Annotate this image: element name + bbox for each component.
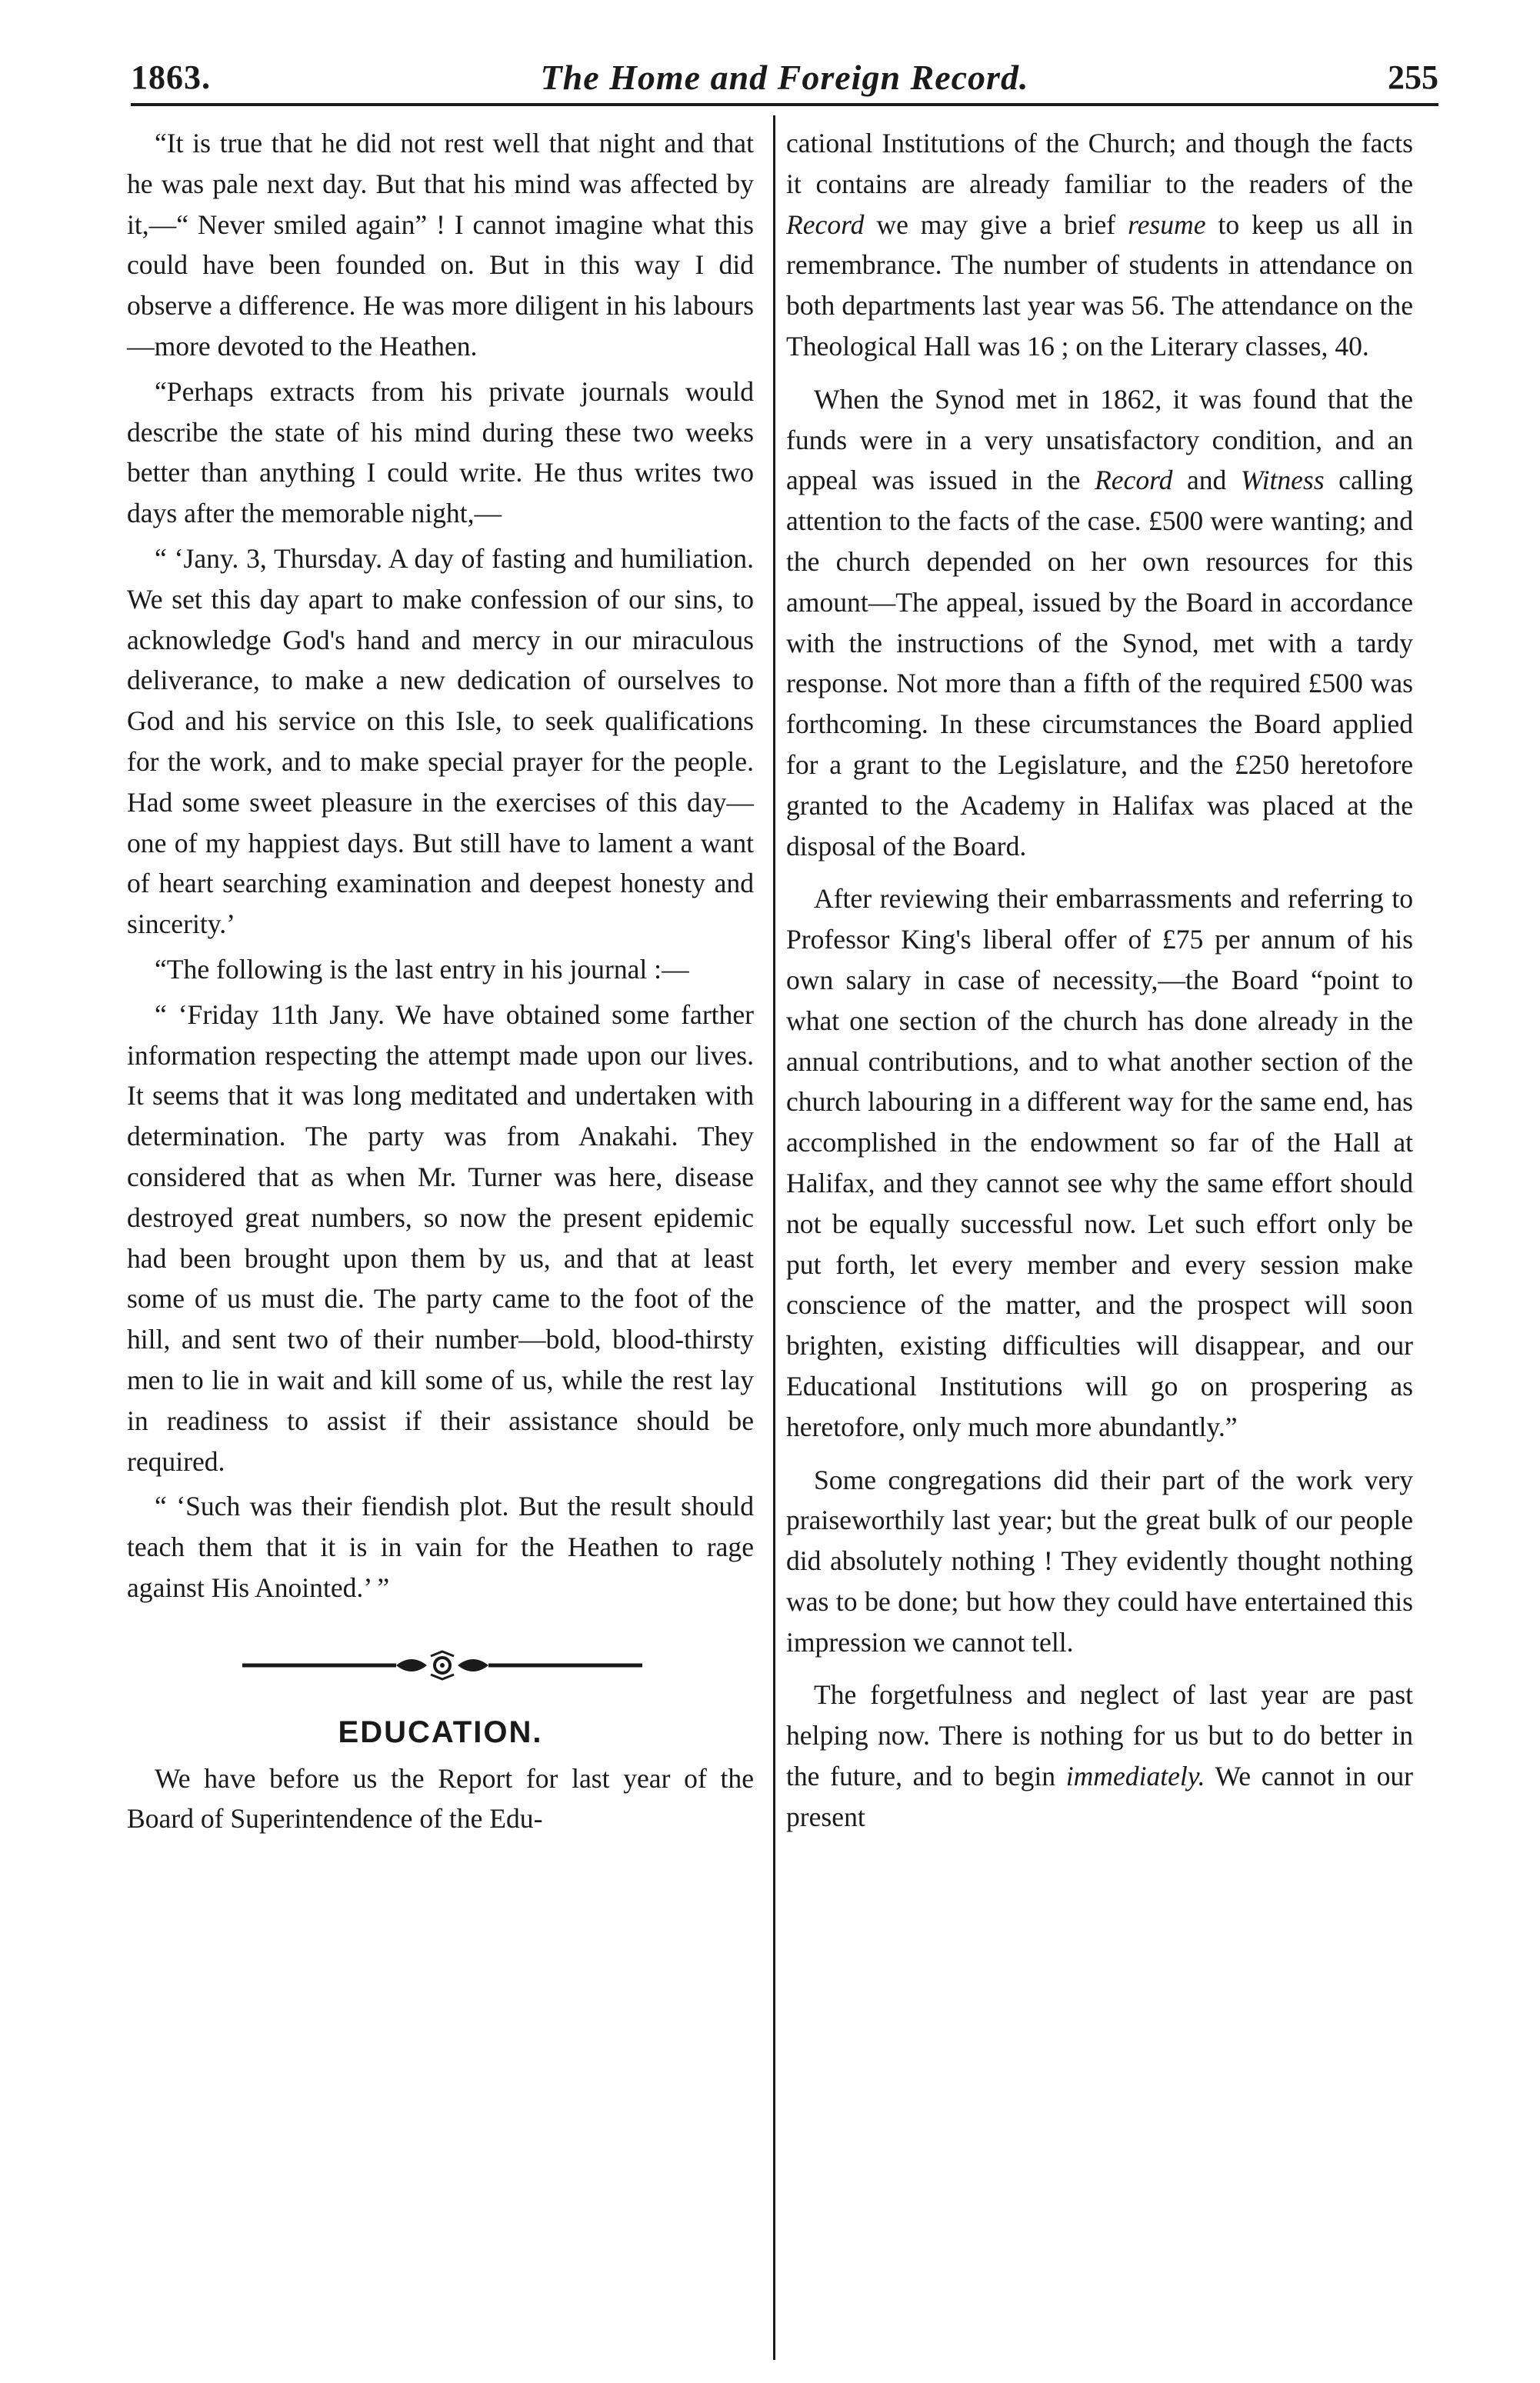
paragraph: “The following is the last entry in his journal :— xyxy=(155,953,689,985)
paragraph: After reviewing their embarrassments and referring to Professor King's liberal offer of £75 per annum of his own salary in case of necessity,—the Board “point to what one section of the church has done already in the annual contributions, and to what another section of the church labouring in a different way for the same end, has accomplished in the endowment so far of the Hall at Halifax, and they cannot see why the same effort should not be equally successful now. Let such effort only be put forth, let every member and every session make conscience of the matter, and the prospect will soon brighten, existing difficulties will disappear, and our Educational Institutions will go on prospering as heretofore, only much more abundantly.” xyxy=(786,883,1413,1442)
decorative-rule-ornament-icon xyxy=(242,1650,642,1681)
emphasis-word: immediately. xyxy=(1065,1761,1205,1792)
paragraph: “It is true that he did not rest well that night and that he was pale next day. But that his mind was affected by it,—“ Never smiled again” ! I cannot imagine what this could have been founded on. But in this way I did observe a difference. He was more diligent in his labours—more devoted to the Heathen. xyxy=(127,128,754,362)
paragraph: “Perhaps extracts from his private journals would describe the state of his mind during these two weeks better than anything I could write. He thus writes two days after the memorable night,— xyxy=(127,375,754,529)
header-rule xyxy=(131,103,1438,106)
publication-title: Witness xyxy=(1240,465,1325,496)
paragraph xyxy=(786,123,1413,367)
section-heading: EDUCATION. xyxy=(338,1715,543,1749)
header-title: The Home and Foreign Record. xyxy=(540,58,1029,97)
text-run: we may give a brief xyxy=(864,208,1128,240)
text-run: The forgetfulness and neglect of last year are past helping now. There is nothing for us but to do better in the future, and to begin xyxy=(786,1679,1413,1792)
text-run: and xyxy=(1172,465,1241,496)
paragraph xyxy=(786,379,1413,867)
paragraph: We have before us the Report for last year of the Board of Superintendence of the Edu- xyxy=(127,1762,754,1835)
right-column xyxy=(786,123,1413,1838)
left-column xyxy=(127,123,754,1839)
section-ornament xyxy=(127,1636,754,1709)
running-header xyxy=(131,51,1438,105)
paragraph: Some congregations did their part of the work very praiseworthily last year; but the great bulk of our people did absolutely nothing ! They evidently thought nothing was to be done; but how they could have entertained this impression we cannot tell. xyxy=(786,1464,1413,1658)
paragraph xyxy=(786,1675,1413,1837)
header-year: 1863. xyxy=(131,58,211,96)
emphasis-word: resume xyxy=(1128,208,1206,240)
publication-title: Record xyxy=(1095,465,1173,496)
text-run: calling attention to the facts of the case. £500 were wanting; and the church depended on her own resources for this amount—The appeal, issued by the Board in accordance with the instructions of the Synod, met with a tardy response. Not more than a fifth of the required £500 was forthcoming. In these circumstances the Board applied for a grant to the Legislature, and the £250 heretofore granted to the Academy in Halifax was placed at the disposal of the Board. xyxy=(786,465,1413,862)
column-divider xyxy=(773,115,775,2360)
paragraph: “ ‘Friday 11th Jany. We have obtained some farther information respecting the attempt made upon our lives. It seems that it was long meditated and undertaken with determination. The party was from Anakahi. They considered that as when Mr. Turner was here, disease destroyed great numbers, so now the present epidemic had been brought upon them by us, and that at least some of us must die. The party came to the foot of the hill, and sent two of their number—bold, blood-thirsty men to lie in wait and kill some of us, while the rest lay in readiness to assist if their assistance should be required. xyxy=(127,998,754,1477)
text-run: cational Institutions of the Church; and though the facts it contains are already familiar to the readers of the xyxy=(786,128,1413,199)
paragraph: “ ‘Jany. 3, Thursday. A day of fasting and humiliation. We set this day apart to make confession of our sins, to acknowledge God's hand and mercy in our miraculous deliverance, to make a new dedication of ourselves to God and his service on this Isle, to seek qualifications for the work, and to make special prayer for the people. Had some sweet pleasure in the exercises of this day—one of my happiest days. But still have to lament a want of heart searching examination and deepest honesty and sincerity.’ xyxy=(127,542,754,940)
text-run: When the Synod met in 1862, it was found that the funds were in a very unsatisfactory condition, and an appeal was issued in the xyxy=(786,383,1413,496)
text-run: to keep us all in remembrance. The number of students in attendance on both departments last year was 56. The attendance on the Theological Hall was 16 ; on the Literary classes, 40. xyxy=(786,208,1413,362)
text-run: We cannot in our present xyxy=(786,1761,1413,1832)
paragraph: “ ‘Such was their fiendish plot. But the result should teach them that it is in vain for the Heathen to rage against His Anointed.’ ” xyxy=(127,1491,754,1603)
page-number: 255 xyxy=(1388,58,1438,96)
publication-title: Record xyxy=(786,208,865,240)
